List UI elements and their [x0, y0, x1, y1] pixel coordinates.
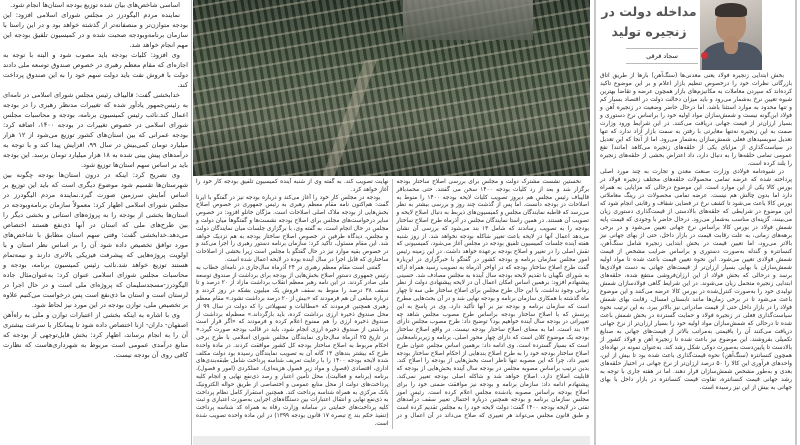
column-divider	[191, 0, 192, 445]
paragraph: نماینده مردم الیگودرز در مجلس شورای اسلامی افزود: این بودجه متوازن‌تر و منصفانه‌تر از گذشته خواهد بود و در این راستا با سازمان برنامه‌وبودجه صحبت شده و در کمیسیون تلفیق بودجه این مهم انجام خواهد شد.	[3, 11, 188, 49]
center-article-columns	[196, 179, 589, 429]
opinion-body-column	[600, 72, 792, 392]
paragraph: گفتنی است مقام معظم رهبری در ۲۴ آذرماه سال‌جاری در نامه‌ای خطاب به رئیس جمهوری دستور اصلاح بخش‌هایی از بودجه برای برداشت از صندوق توسعه ملی صادر کردند. در این نامه رهبر معظم انقلاب برداشت مازاد از ۲۰ درصد و تا سقف ۳۸ درصد را منوط به سقف فروش یک میلیون بشکه در روز کردند و درباره مبلغی آن هم فرمودند که «بیش از ۲۰ درصد برداشت نشود.» مقام معظم رهبری همچنین فرمودند که «مطالبات و تسهیلاتی را که دولت در سال ۹۹ از محل صندوق ذخیره ارزی برداشت کرده، باید بازگرداند.» معظم‌له برداشت از صندوق ذخیره ارزی را هم ممنوع اعلام کرده و فرمودند که «اگر قرار است برداشتی از صندوق ذخیره ارزی انجام شود، باید در قالب بودجه صورت گیرد.» در تاریخ ۲۵ آذرماه سال‌جاری نمایندگان مجلس شورای اسلامی با طرح برخی احکام مربوط به اصلاح ساختار بودجه کل کشور موافقت کردند. در ماده واحده طرح که بیشتر بندهای ۱۳ گانه آن به تصویب نمایندگان رسیده بود دولت مکلف شده لایحه بودجه ۱۴۰۰ را با رعایت تعریف شناسه پرداخت شامل طبقه‌بندی‌های اداری، اقتصادی (فصول و مواد زیر فصول هزینه‌ای)، عملکردی (امور و فصول)، برنامه (برنامه و فعالیت)، محل تأمین اعتبار و رصد ذی‌نفع نهایی و انجام کلیه پرداخت‌های دولت از محل منابع عمومی و اختصاصی از طریق حواله الکترونیک بانک مرکزی به همراه شناسه پرداخت کند. همچنین استقرار کامل نظام پرداخت به ذی‌نفع نهایی و انتقال اعتبارات بین دستگاه‌های اجرایی به‌صورت اعتباری و ثبت کلیه پرداخت‌های حمایتی در سامانه وزارت رفاه به همراه کد شناسه پرداخت (تنفیذ حکم بند ج تبصره ۱۷ قانون بودجه ۱۳۹۹) در این ماده واحده تصویب شده است.	[196, 264, 389, 427]
paragraph: بودجه در مجلس کار خود را آغاز می‌کند و درباره بودجه نیز در گفتگو با ایرنا گفت: هم‌اکنون نامه مقام معظم رهبری به رئیس جمهوری در خصوص اصلاح بخش‌هایی از بودجه ملاک اصلی اصلاحات است. مژگان خانلو افزود: در خصوص سایر درخواست‌های مجلس برای اصلاح بودجه نشست‌ها و گفتگوها میان دولت و مجلس در حال انجام است. به گفته وی، با برگزاری جلسات میان نمایندگان دولت و مجلس، دیدگاه طرفین در خصوص اصلاح ساختار بودجه به هم نزدیک خواهد شد. این مقام مسئول، تأکید کرد: سازمان برنامه دستور رهبری را اجرا می‌کند و در خصوص بقیه موارد نیز در حال گفتگو با مجلس است زیرا بخشی از اصلاحات ساختاری که قابل اجرا در سال آینده بوده در لایحه اعمال شده است.	[196, 194, 389, 263]
author-hand	[724, 36, 738, 54]
paragraph: در شیوه‌نامه فولادی وزارت صنعت معدن و تجارت به چند مورد اصلی پرداخته شده که عرضه تمامی محصولات حلقه‌های مختلف زنجیره فولاد در بورس کالا یکی از این موارد است. این موضوع درحالی که مزایایی به همراه دارد اما بدون چالش هم نیست. عرضه تمامی محصولات در رینگ معاملاتی بورس کالا باعث می‌شود تا کشف نرخ در فضایی شفاف و رقابتی انجام شود که این موضوع در شرایطی که حلقه‌های بالادستی از قیمت‌گذاری دستوری زیان می‌بینند، گزینه‌ای مناسب به‌شمار می‌رود. درحال حاضر با وجودی که قیمت پایه شمش فولاد در بورس کالا براساس نرخ جهانی تعیین می‌شود و در برخی برهه‌های زمانی، به علت رقابت قیمت در بازار داخل، حتی از بهای جهانی نیز بالاتر می‌رود، اما تعیین قیمت در بخش ابتدایی زنجیره شامل سنگ‌آهن، کنسانتره و گندله به‌صورت دستوری و براساس ضرایب مشخص از قیمت شمش فولادی تعیین می‌شود. این نحوه تعیین قیمت باعث شده تا مواد اولیه شمش‌سازان با بهایی بسیار ارزان‌تر از قیمت‌های جهانی به دست فولادی‌ها برسد و درحالی که بخش فولاد از این ارزان‌فروشی منتفع شده، حلقه‌های ابتدایی زنجیره متحمل زیان می‌شوند. در این شرایط گاهی فولادسازان شمش تولیدی خود را به‌صورت کنترل‌شده در بورس کالا عرضه می‌کنند و این موضوع باعث می‌شود تا در برخی زمان‌ها مانند تابستان امسال، رقابت بهای شمش فولاد را در بازار داخل حتی از قیمت صادراتی نیز بالاتر ببرد. به این ترتیب نحوه سیاست‌گذاری فعلی در زنجیره فولاد و حمایت گسترده در بخش شمش باعث شده تا درحالی که شمش‌سازان مواد اولیه خود را بسیار ارزان‌تر از نرخ جهانی دریافت می‌کنند آن را باقیمتی به‌مراتب بالاتر از قیمت‌های جهانی به صنایع تکمیلی بفروشند. این موضوع نیز باعث شده تا زنجیره آهن و فولاد کشور از بالادست تا پایین‌دست به‌صورت دوکی شکل رشد کند. به‌عنوان نمونه در نهاده‌ای همچون کنسانتره (سنگ‌آهن) نحوه قیمت‌گذاری باعث شده بود تا بیش از این، واحدهای فرآوری این کالا را ۵۰ درصد ارزان‌تر از نرخ جهانی در اختیار حلقه‌های بعدی و به‌طور مشخص شمش‌سازان قرار دهند. اما در هفته جاری با توجه به رشد جهانی قیمت کنسانتره، تفاوت قیمت کنسانتره در بازار داخل با بهای جهانی به بیش از این نیز رسیده است.	[600, 169, 792, 391]
paragraph: نخستین نشست مشترک دولت و مجلس برای بررسی اصلاح ساختار بودجه برگزار شد و بعد از رد کلیات بودجه ۱۴۰۰ سخن می گفتند. حتی محمدباقر قالیباف رئیس مجلس هم دیروز تصویب کلیات لایحه بودجه ۱۴۰۰ را منوط به اصلاحات در بودجه دانست. اما پس از گذشت چند روز و بررسی بیشتر به نظر می‌رسد که قاطبه نمایندگان مجلس و کمیسیون‌های ذیربط به دنبال اصلاح لایحه و تصویب آن هستند. در همین راستا نمایندگان مجلس در آذرماه طرح اصلاح ساختار بودجه را به تصویب رساندند که شامل ۱۳ بند می‌شود که بررسی آن نشان می‌دهد اعمال آنها در لایحه باعث تغییر شاکله بودجه نخواهد شد. از روز شنبه هفته آینده جلسات کمیسیون تلفیق بودجه در مجلس آغاز می‌شود، کمیسیونی که نقش اصلی را در تغییر و اصلاح بودجه برعهده خواهد داشت. در این زمینه رئیس امور مجلس سازمان برنامه و بودجه کشور در گفتگو با خبرگزاری در این‌باره گفت طرح اصلاح ساختار بودجه که در اواخر آذرماه به تصویب رسید همراه ارائه به شورای نگهبان با تقدیم لایحه بودجه سال آینده به مجلس مصادف شد. حسینی پیشنهادم افزود: برهمین اساس امکان اعمال آن در لایحه پیشنهادی دولت از نظر زمانی وجود نداشت. با این حال طرح مجلس برای اصلاح ساختار طی سه تا چهار ماه گذشته با همکاری سازمان برنامه و بودجه نهایی شد و در آن بحث‌هایی مطرح است که سازمان برنامه و بودجه نیز بر آنها تأکید دارد. وی در پاسخ به این پرسش که با اصلاح ساختار بودجه براساس طرح مصوب مجلس شاهد چه تغییراتی در بودجه سال آینده خواهیم بود؟ توضیح داد: طرح مصوب مجلس دارای ۱۳ بند است، اما به معنای اصلاح ساختار بودجه نیست. در واقع اصلاح ساختار بودجه یک موضوع کلان است که دارای چهار محور اصلی، برنامه و زیربرنامه‌هایی است که بسیار گسترده است. وی ادامه داد: برهمین اساس مجلس عنوان طرح اصلاح ساختار بودجه خود را به طرح اصلاح بندهایی از احکام اصلاح ساختار بودجه تغییر داد، چرا که این مصوبه تنها ناظر است بخش‌هایی از بودجه را اصلاح کند. بدین ترتیب براساس مصوبه مجلس در بودجه سال آینده بخش‌هایی از بودجه که قابلیت اصلاح دارد، اصلاح خواهد شد و شاکله اصلی بودجه تغییر نمی‌کند. پیشنهادم ادامه داد: سازمان برنامه و بودجه نیز موافقت ضمنی خود را برای اصلاح بودجه براساس مصوبه یادشده مجلس اعلام کرده است. رئیس امور مجلس سازمان برنامه و بودجه همچنین درباره احتمال تغییر سقف درآمدهای نفتی در لایحه بودجه ۱۴۰۰ گفت: دولت لایحه خود را به مجلس تقدیم کرده است و طبق قانون مجلس می‌تواند هر تغییری که صلاح می‌داند در آن اعمال و در نهایت تصویب کند. به گفته وی از شنبه آینده کمیسیون تلفیق بودجه کار خود را آغاز خواهد کرد.	[196, 179, 589, 419]
paragraph: بخش ابتدایی زنجیره فولاد یعنی معدنی‌ها (سنگ‌آهن) بارها از طریق اتاق بازرگانی نظرات خود را درخصوص تنظیم بازار اعلام و بر این موضوع تاکید کرده‌اند که سپردن معاملات به مکانیزم‌های بازار همچون عرضه و تقاضا بهترین شیوه تعیین نرخ به‌شمار می‌رود و باید میزان دخالت دولت در اقتصاد بسیار کم و تنها محدود به موارد استثنا باشد. اما درحال حاضر وضعیت در زنجیره آهن و فولاد این‌گونه نیست و شمش‌سازان مواد اولیه خود را براساس نرخ دستوری و بسیار ارزان‌تر از قیمت جهانی دریافت می‌کنند. در این شرایط ورود وزارت صمت به این زنجیره نه‌تنها مغایرتی با رفتن به سمت بازار آزاد ندارد که تنها تعدیل سوبسیدهای فعلی شمش‌سازان به‌شمار می‌رود. اما از آنجا که این تعدیل در سیاست‌گذاری از مزایای یکی از حلقه‌های زنجیره می‌کاهد (مانند) نفع عمومی تمامی حلقه‌ها را به دنبال دارد، داد اعتراض بخشی از حلقه‌های زنجیره را بلند کرده است.	[600, 73, 792, 167]
author-photo	[700, 0, 762, 70]
paragraph: خدابخشی گفت: قالیباف رئیس مجلس شورای اسلامی در نامه‌ای به رئیس‌جمهور یادآور شده که تغییرات مدنظر رهبری را در بودجه اعمال کند.نائب رئیس کمیسیون برنامه، بودجه و محاسبات مجلس شورای اسلامی در خصوص تغییرات در بودجه ۱۴۰۰، اضافه کرد: بودجه عمرانی که بین استان‌های کشور توزیع می‌شود از ۱۲ هزار میلیارد تومان کمی‌بیش در سال ۹۹، افزایش پیدا کند و با توجه به درآمدهای پیش بینی شده به ۱۸ هزار میلیارد تومان برسد. این بودجه باید بر اساس سهم استان‌ها توزیع شود.	[3, 91, 188, 169]
photo-aisle	[321, 60, 377, 176]
author-hair	[715, 3, 747, 17]
photo-dais	[403, 0, 533, 40]
paragraph: وی افزود: کلیات بودجه باید مصوب شود و البته با توجه به اجازه‌ای که مقام معظم رهبری در خصوص صندوق توسعه ملی دادند دولت با فروش نفت باید دولت سهم خود را به این صندوق پرداخت کند.	[3, 51, 188, 89]
paragraph: وی با اشاره به اینکه بخشی از اعتبارات توازن و ملی به راه‌آهن اصفهان- داران- ازنا اختصاص داده شود تا پیمانکار با سرعت بیشتری آن را به انجام برساند، اظهار کرد: بخش قابل‌توجهی از بودجه که منابع درآمدی عمومی است مربوط به شهرداری‌هاست که نظارت کافی روی آن بودجه نیست.	[3, 311, 188, 359]
author-byline	[626, 48, 698, 64]
opinion-title: مداخله دولت در زنجیره تولید	[601, 4, 697, 39]
paragraph: اساسی شاخص‌های بیان شده توزیع بودجه استان‌ها انجام شود.	[10, 1, 180, 9]
parliament-session-photo	[193, 0, 590, 176]
author-name: سجاد قرقی	[646, 52, 678, 60]
bottom-strip	[193, 436, 590, 445]
left-article-column	[3, 0, 188, 360]
paragraph: وی تصریح کرد: اینکه در درون استان‌ها بودجه چگونه بین شهرستان‌ها تقسیم شود موضوع دیگری است که باید این توزیع بر اساس آمایش سرزمین صورت گیرد.نماینده مردم الیگودرز در مجلس شورای اسلامی اظهار کرد: معمولاً سازمان برنامه‌وبودجه در استان‌ها بخشی از بودجه را به پروژه‌های استانی و بخشی دیگر را بین طرح‌های ملی که استان در آنها ذی‌نفع هستند اختصاص می‌دهد.خدابخشی گفت: وقتی سهم استان مطابق با شاخص‌های مورد توافق تخصیص داده شود آن را بر اساس نظر استان و با اولویت پروژه‌هایی که پیشرفت فیزیکی بالاتری دارند و نیمه‌تمام هستند توزیع خواهد شد.نائب رئیس کمیسیون برنامه، بودجه و محاسبات مجلس شورای اسلامی عنوان کرد: به‌عنوان‌مثال جاده الیگودرز-مسجدسلیمان که پروژه‌ای ملی است و در حال اجرا در لرستان است و استان ما ذی‌نفع است پس درخواست می‌کنیم علاوه بر تخصیص ملی، توازن بودجه در این مورد نیز لحاظ شود.	[3, 171, 188, 309]
bullet-icon	[701, 52, 708, 59]
